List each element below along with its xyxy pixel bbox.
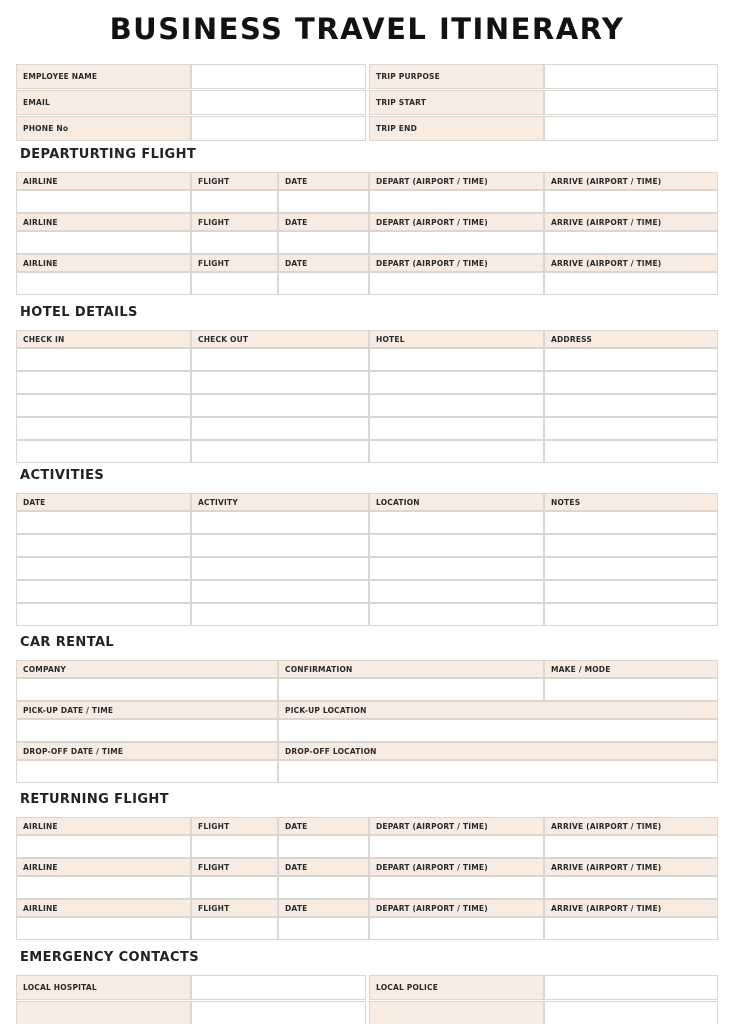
- hotel-cell[interactable]: [191, 371, 369, 394]
- hotel-cell[interactable]: [544, 417, 718, 440]
- local-hospital-label: LOCAL HOSPITAL: [16, 975, 191, 1000]
- depart-column-label: DEPART (AIRPORT / TIME): [369, 817, 544, 835]
- hotel-cell[interactable]: [369, 394, 544, 417]
- hotel-cell[interactable]: [16, 440, 191, 463]
- activities-header-row: [16, 493, 718, 511]
- activities-cell[interactable]: [369, 580, 544, 603]
- departing-flight-grid: [16, 172, 718, 295]
- arrive-column-label: ARRIVE (AIRPORT / TIME): [544, 213, 718, 231]
- arrive-field[interactable]: [544, 190, 718, 213]
- hotel-cell[interactable]: [544, 371, 718, 394]
- activities-cell[interactable]: [369, 603, 544, 626]
- hotel-cell[interactable]: [544, 348, 718, 371]
- local-police-field[interactable]: [544, 975, 718, 1000]
- depart-column-label: DEPART (AIRPORT / TIME): [369, 172, 544, 190]
- flight-column-label: FLIGHT: [191, 899, 278, 917]
- airline-field[interactable]: [16, 272, 191, 295]
- emergency-extra-field-2[interactable]: [544, 1001, 718, 1024]
- local-hospital-field[interactable]: [191, 975, 366, 1000]
- trip-end-field[interactable]: [544, 116, 718, 141]
- emergency-extra-field[interactable]: [191, 1001, 366, 1024]
- email-field[interactable]: [191, 90, 366, 115]
- depart-field[interactable]: [369, 190, 544, 213]
- activities-row: [16, 557, 718, 580]
- hotel-cell[interactable]: [16, 394, 191, 417]
- flight-column-label: FLIGHT: [191, 213, 278, 231]
- airline-column-label: AIRLINE: [16, 817, 191, 835]
- date-field[interactable]: [278, 917, 369, 940]
- flight-header-row: [16, 213, 718, 231]
- dropoff-datetime-label: DROP-OFF DATE / TIME: [16, 742, 278, 760]
- pickup-datetime-field[interactable]: [16, 719, 278, 742]
- flight-field[interactable]: [191, 272, 278, 295]
- hotel-cell[interactable]: [191, 440, 369, 463]
- pickup-location-label: PICK-UP LOCATION: [278, 701, 718, 719]
- hotel-cell[interactable]: [16, 371, 191, 394]
- date-field[interactable]: [278, 876, 369, 899]
- airline-column-label: AIRLINE: [16, 213, 191, 231]
- hotel-row: [16, 417, 718, 440]
- hotel-cell[interactable]: [369, 371, 544, 394]
- depart-field[interactable]: [369, 876, 544, 899]
- trip-end-label: TRIP END: [369, 116, 544, 141]
- flight-column-label: FLIGHT: [191, 858, 278, 876]
- depart-column-label: DEPART (AIRPORT / TIME): [369, 213, 544, 231]
- trip-start-field[interactable]: [544, 90, 718, 115]
- hotel-row: [16, 371, 718, 394]
- airline-field[interactable]: [16, 876, 191, 899]
- arrive-column-label: ARRIVE (AIRPORT / TIME): [544, 817, 718, 835]
- arrive-field[interactable]: [544, 231, 718, 254]
- activities-column-header: LOCATION: [369, 493, 544, 511]
- hotel-cell[interactable]: [191, 417, 369, 440]
- activities-cell[interactable]: [191, 511, 369, 534]
- activities-row: [16, 534, 718, 557]
- emergency-extra-label-2: [369, 1001, 544, 1024]
- flight-entry-row: [16, 190, 718, 213]
- flight-entry-row: [16, 917, 718, 940]
- phone-field[interactable]: [191, 116, 366, 141]
- date-column-label: DATE: [278, 817, 369, 835]
- hotel-cell[interactable]: [369, 440, 544, 463]
- hotel-header-row: [16, 330, 718, 348]
- hotel-column-header: ADDRESS: [544, 330, 718, 348]
- activities-cell[interactable]: [191, 557, 369, 580]
- date-field[interactable]: [278, 190, 369, 213]
- confirmation-field[interactable]: [278, 678, 544, 701]
- activities-cell[interactable]: [16, 603, 191, 626]
- activities-row: [16, 511, 718, 534]
- activities-cell[interactable]: [544, 511, 718, 534]
- airline-field[interactable]: [16, 835, 191, 858]
- hotel-row: [16, 394, 718, 417]
- arrive-field[interactable]: [544, 876, 718, 899]
- email-label: EMAIL: [16, 90, 191, 115]
- hotel-cell[interactable]: [369, 348, 544, 371]
- activities-cell[interactable]: [16, 580, 191, 603]
- hotel-row: [16, 348, 718, 371]
- airline-field[interactable]: [16, 917, 191, 940]
- hotel-column-header: HOTEL: [369, 330, 544, 348]
- date-field[interactable]: [278, 272, 369, 295]
- hotel-column-header: CHECK OUT: [191, 330, 369, 348]
- activities-cell[interactable]: [191, 603, 369, 626]
- hotel-details-grid: [16, 330, 718, 463]
- company-field[interactable]: [16, 678, 278, 701]
- activities-cell[interactable]: [544, 534, 718, 557]
- depart-field[interactable]: [369, 272, 544, 295]
- activities-cell[interactable]: [369, 534, 544, 557]
- depart-field[interactable]: [369, 835, 544, 858]
- hotel-cell[interactable]: [191, 394, 369, 417]
- hotel-cell[interactable]: [191, 348, 369, 371]
- arrive-column-label: ARRIVE (AIRPORT / TIME): [544, 899, 718, 917]
- activities-grid: [16, 493, 718, 626]
- flight-header-row: [16, 172, 718, 190]
- emergency-contacts-heading: EMERGENCY CONTACTS: [20, 950, 199, 965]
- activities-cell[interactable]: [369, 557, 544, 580]
- dropoff-location-label: DROP-OFF LOCATION: [278, 742, 718, 760]
- activities-cell[interactable]: [369, 511, 544, 534]
- flight-field[interactable]: [191, 231, 278, 254]
- depart-field[interactable]: [369, 917, 544, 940]
- make-model-field[interactable]: [544, 678, 718, 701]
- date-column-label: DATE: [278, 899, 369, 917]
- depart-field[interactable]: [369, 231, 544, 254]
- car-rental-heading: CAR RENTAL: [20, 635, 115, 650]
- activities-cell[interactable]: [191, 534, 369, 557]
- employee-name-label: EMPLOYEE NAME: [16, 64, 191, 89]
- airline-column-label: AIRLINE: [16, 899, 191, 917]
- hotel-details-heading: HOTEL DETAILS: [20, 305, 138, 320]
- activities-cell[interactable]: [544, 603, 718, 626]
- airline-column-label: AIRLINE: [16, 858, 191, 876]
- depart-column-label: DEPART (AIRPORT / TIME): [369, 858, 544, 876]
- hotel-cell[interactable]: [544, 440, 718, 463]
- returning-flight-heading: RETURNING FLIGHT: [20, 792, 169, 807]
- date-column-label: DATE: [278, 858, 369, 876]
- arrive-column-label: ARRIVE (AIRPORT / TIME): [544, 254, 718, 272]
- make-model-label: MAKE / MODE: [544, 660, 718, 678]
- hotel-row: [16, 440, 718, 463]
- activities-cell[interactable]: [544, 580, 718, 603]
- activities-cell[interactable]: [16, 511, 191, 534]
- phone-label: PHONE No: [16, 116, 191, 141]
- flight-field[interactable]: [191, 876, 278, 899]
- airline-column-label: AIRLINE: [16, 254, 191, 272]
- pickup-datetime-label: PICK-UP DATE / TIME: [16, 701, 278, 719]
- activities-column-header: ACTIVITY: [191, 493, 369, 511]
- date-field[interactable]: [278, 231, 369, 254]
- hotel-cell[interactable]: [369, 417, 544, 440]
- activities-row: [16, 580, 718, 603]
- activities-column-header: DATE: [16, 493, 191, 511]
- arrive-field[interactable]: [544, 835, 718, 858]
- confirmation-label: CONFIRMATION: [278, 660, 544, 678]
- depart-column-label: DEPART (AIRPORT / TIME): [369, 899, 544, 917]
- flight-header-row: [16, 817, 718, 835]
- page-title: BUSINESS TRAVEL ITINERARY: [109, 12, 625, 46]
- departing-flight-heading: DEPARTURTING FLIGHT: [20, 147, 197, 162]
- trip-purpose-label: TRIP PURPOSE: [369, 64, 544, 89]
- activities-cell[interactable]: [544, 557, 718, 580]
- hotel-cell[interactable]: [16, 348, 191, 371]
- flight-field[interactable]: [191, 835, 278, 858]
- hotel-column-header: CHECK IN: [16, 330, 191, 348]
- activities-row: [16, 603, 718, 626]
- date-field[interactable]: [278, 835, 369, 858]
- flight-column-label: FLIGHT: [191, 172, 278, 190]
- company-label: COMPANY: [16, 660, 278, 678]
- airline-field[interactable]: [16, 231, 191, 254]
- emergency-contacts-grid: [16, 975, 718, 1024]
- date-column-label: DATE: [278, 172, 369, 190]
- flight-entry-row: [16, 835, 718, 858]
- flight-column-label: FLIGHT: [191, 817, 278, 835]
- dropoff-location-field[interactable]: [278, 760, 718, 783]
- hotel-cell[interactable]: [16, 417, 191, 440]
- hotel-cell[interactable]: [544, 394, 718, 417]
- arrive-column-label: ARRIVE (AIRPORT / TIME): [544, 172, 718, 190]
- flight-header-row: [16, 899, 718, 917]
- activities-column-header: NOTES: [544, 493, 718, 511]
- depart-column-label: DEPART (AIRPORT / TIME): [369, 254, 544, 272]
- flight-field[interactable]: [191, 917, 278, 940]
- employee-info-grid: [16, 64, 718, 141]
- flight-entry-row: [16, 272, 718, 295]
- trip-start-label: TRIP START: [369, 90, 544, 115]
- flight-field[interactable]: [191, 190, 278, 213]
- arrive-field[interactable]: [544, 917, 718, 940]
- flight-entry-row: [16, 231, 718, 254]
- car-rental-grid: [16, 660, 718, 783]
- flight-entry-row: [16, 876, 718, 899]
- airline-field[interactable]: [16, 190, 191, 213]
- dropoff-datetime-field[interactable]: [16, 760, 278, 783]
- returning-flight-grid: [16, 817, 718, 940]
- airline-column-label: AIRLINE: [16, 172, 191, 190]
- flight-header-row: [16, 858, 718, 876]
- trip-purpose-field[interactable]: [544, 64, 718, 89]
- local-police-label: LOCAL POLICE: [369, 975, 544, 1000]
- activities-cell[interactable]: [16, 534, 191, 557]
- activities-heading: ACTIVITIES: [20, 468, 105, 483]
- pickup-location-field[interactable]: [278, 719, 718, 742]
- activities-cell[interactable]: [16, 557, 191, 580]
- arrive-field[interactable]: [544, 272, 718, 295]
- emergency-extra-label: [16, 1001, 191, 1024]
- employee-name-field[interactable]: [191, 64, 366, 89]
- date-column-label: DATE: [278, 213, 369, 231]
- date-column-label: DATE: [278, 254, 369, 272]
- arrive-column-label: ARRIVE (AIRPORT / TIME): [544, 858, 718, 876]
- flight-column-label: FLIGHT: [191, 254, 278, 272]
- activities-cell[interactable]: [191, 580, 369, 603]
- flight-header-row: [16, 254, 718, 272]
